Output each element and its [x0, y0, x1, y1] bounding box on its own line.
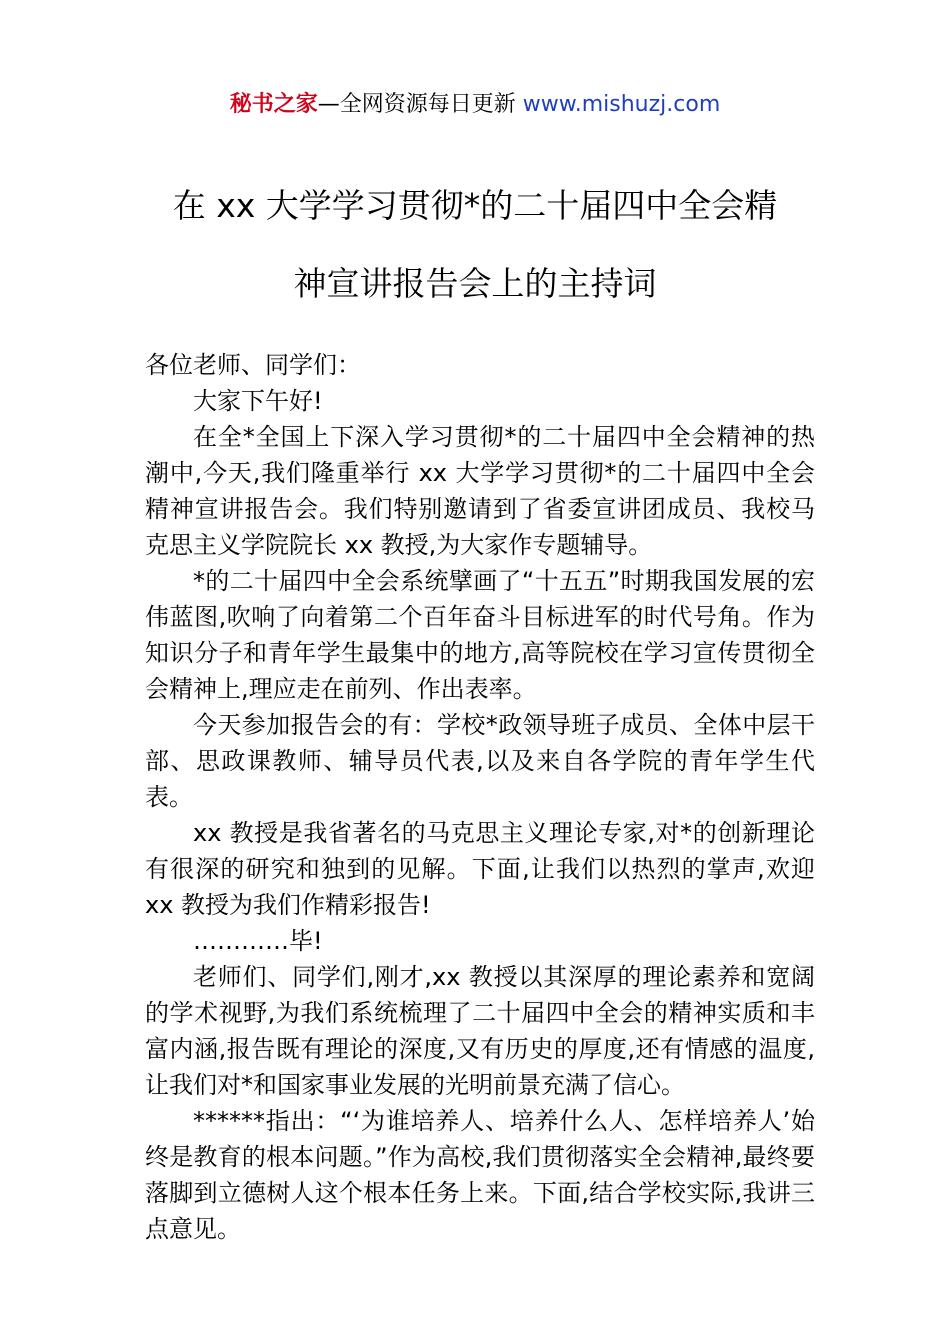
- site-brand: 秘书之家: [229, 92, 318, 117]
- paragraph: 在全*全国上下深入学习贯彻*的二十届四中全会精神的热潮中,今天,我们隆重举行 xx 大学学习贯彻*的二十届四中全会精神宣讲报告会。我们特别邀请到了省委宣讲团成员、我校马克思主义学院院长 xx 教授,为大家作专题辅导。: [145, 423, 815, 559]
- site-header: [0, 88, 950, 122]
- title-line-2: 神宣讲报告会上的主持词: [293, 264, 657, 303]
- salutation: 各位老师、同学们：: [145, 351, 361, 379]
- paragraph: 老师们、同学们,刚才,xx 教授以其深厚的理论素养和宽阔的学术视野,为我们系统梳理了二十届四中全会的精神实质和丰富内涵,报告既有理论的深度,又有历史的厚度,还有情感的温度,让我们对*和国家事业发展的光明前景充满了信心。: [145, 963, 815, 1099]
- paragraph: 今天参加报告会的有：学校*政领导班子成员、全体中层干部、思政课教师、辅导员代表,以及来自各学院的青年学生代表。: [145, 711, 815, 811]
- title-line-1: 在 xx 大学学习贯彻*的二十届四中全会精: [172, 186, 778, 225]
- paragraph-report-end: …………毕!: [193, 927, 323, 955]
- paragraph: *的二十届四中全会系统擘画了“十五五”时期我国发展的宏伟蓝图,吹响了向着第二个百年奋斗目标进军的时代号角。作为知识分子和青年学生最集中的地方,高等院校在学习宣传贯彻全会精神上,理应走在前列、作出表率。: [145, 567, 815, 703]
- site-tagline: —全网资源每日更新: [317, 92, 523, 117]
- site-url-link[interactable]: www.mishuzj.com: [522, 92, 721, 117]
- paragraph: xx 教授是我省著名的马克思主义理论专家,对*的创新理论有很深的研究和独到的见解。下面,让我们以热烈的掌声,欢迎 xx 教授为我们作精彩报告!: [145, 819, 815, 919]
- document-body: [145, 347, 815, 1247]
- paragraph: ******指出：“‘为谁培养人、培养什么人、怎样培养人’始终是教育的根本问题。”作为高校,我们贯彻落实全会精神,最终要落脚到立德树人这个根本任务上来。下面,结合学校实际,我讲三点意见。: [145, 1107, 815, 1243]
- document-title: [0, 182, 950, 338]
- paragraph-greeting: 大家下午好!: [193, 387, 323, 415]
